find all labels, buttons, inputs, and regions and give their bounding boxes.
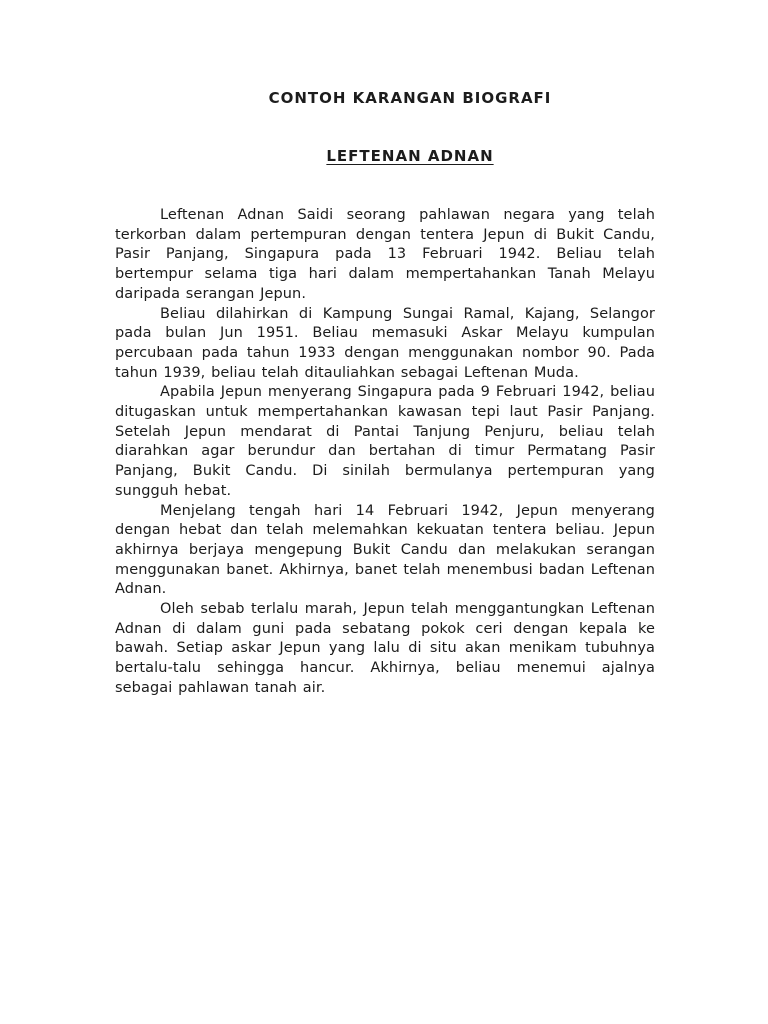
essay-paragraph-2: Beliau dilahirkan di Kampung Sungai Ramal, Kajang, Selangor pada bulan Jun 1951. Beliau memasuki Askar Melayu kumpulan percubaan pada tahun 1933 dengan menggunakan nombor 90. Pada tahun 1939, beliau telah ditauliahkan sebagai Leftenan Muda. [115,305,655,381]
essay-body [115,206,655,699]
essay-paragraph-3: Apabila Jepun menyerang Singapura pada 9 Februari 1942, beliau ditugaskan untuk mempertahankan kawasan tepi laut Pasir Panjang. Setelah Jepun mendarat di Pantai Tanjung Penjuru, beliau telah diarahkan agar berundur dan bertahan di timur Permatang Pasir Panjang, Bukit Candu. Di sinilah bermulanya pertempuran yang sungguh hebat. [115,384,655,499]
essay-title: LEFTENAN ADNAN [326,147,494,165]
document-heading: CONTOH KARANGAN BIOGRAFI [268,89,552,107]
essay-paragraph-1: Leftenan Adnan Saidi seorang pahlawan negara yang telah terkorban dalam pertempuran dengan tentera Jepun di Bukit Candu, Pasir Panjang, Singapura pada 13 Februari 1942. Beliau telah bertempur selama tiga hari dalam mempertahankan Tanah Melayu daripada serangan Jepun. [115,207,655,302]
essay-paragraph-5: Oleh sebab terlalu marah, Jepun telah menggantungkan Leftenan Adnan di dalam guni pada sebatang pokok ceri dengan kepala ke bawah. Setiap askar Jepun yang lalu di situ akan menikam tubuhnya bertalu-talu sehingga hancur. Akhirnya, beliau menemui ajalnya sebagai pahlawan tanah air. [115,601,655,696]
essay-paragraph-4: Menjelang tengah hari 14 Februari 1942, Jepun menyerang dengan hebat dan telah melemahkan kekuatan tentera beliau. Jepun akhirnya berjaya mengepung Bukit Candu dan melakukan serangan menggunakan banet. Akhirnya, banet telah menembusi badan Leftenan Adnan. [115,502,655,598]
